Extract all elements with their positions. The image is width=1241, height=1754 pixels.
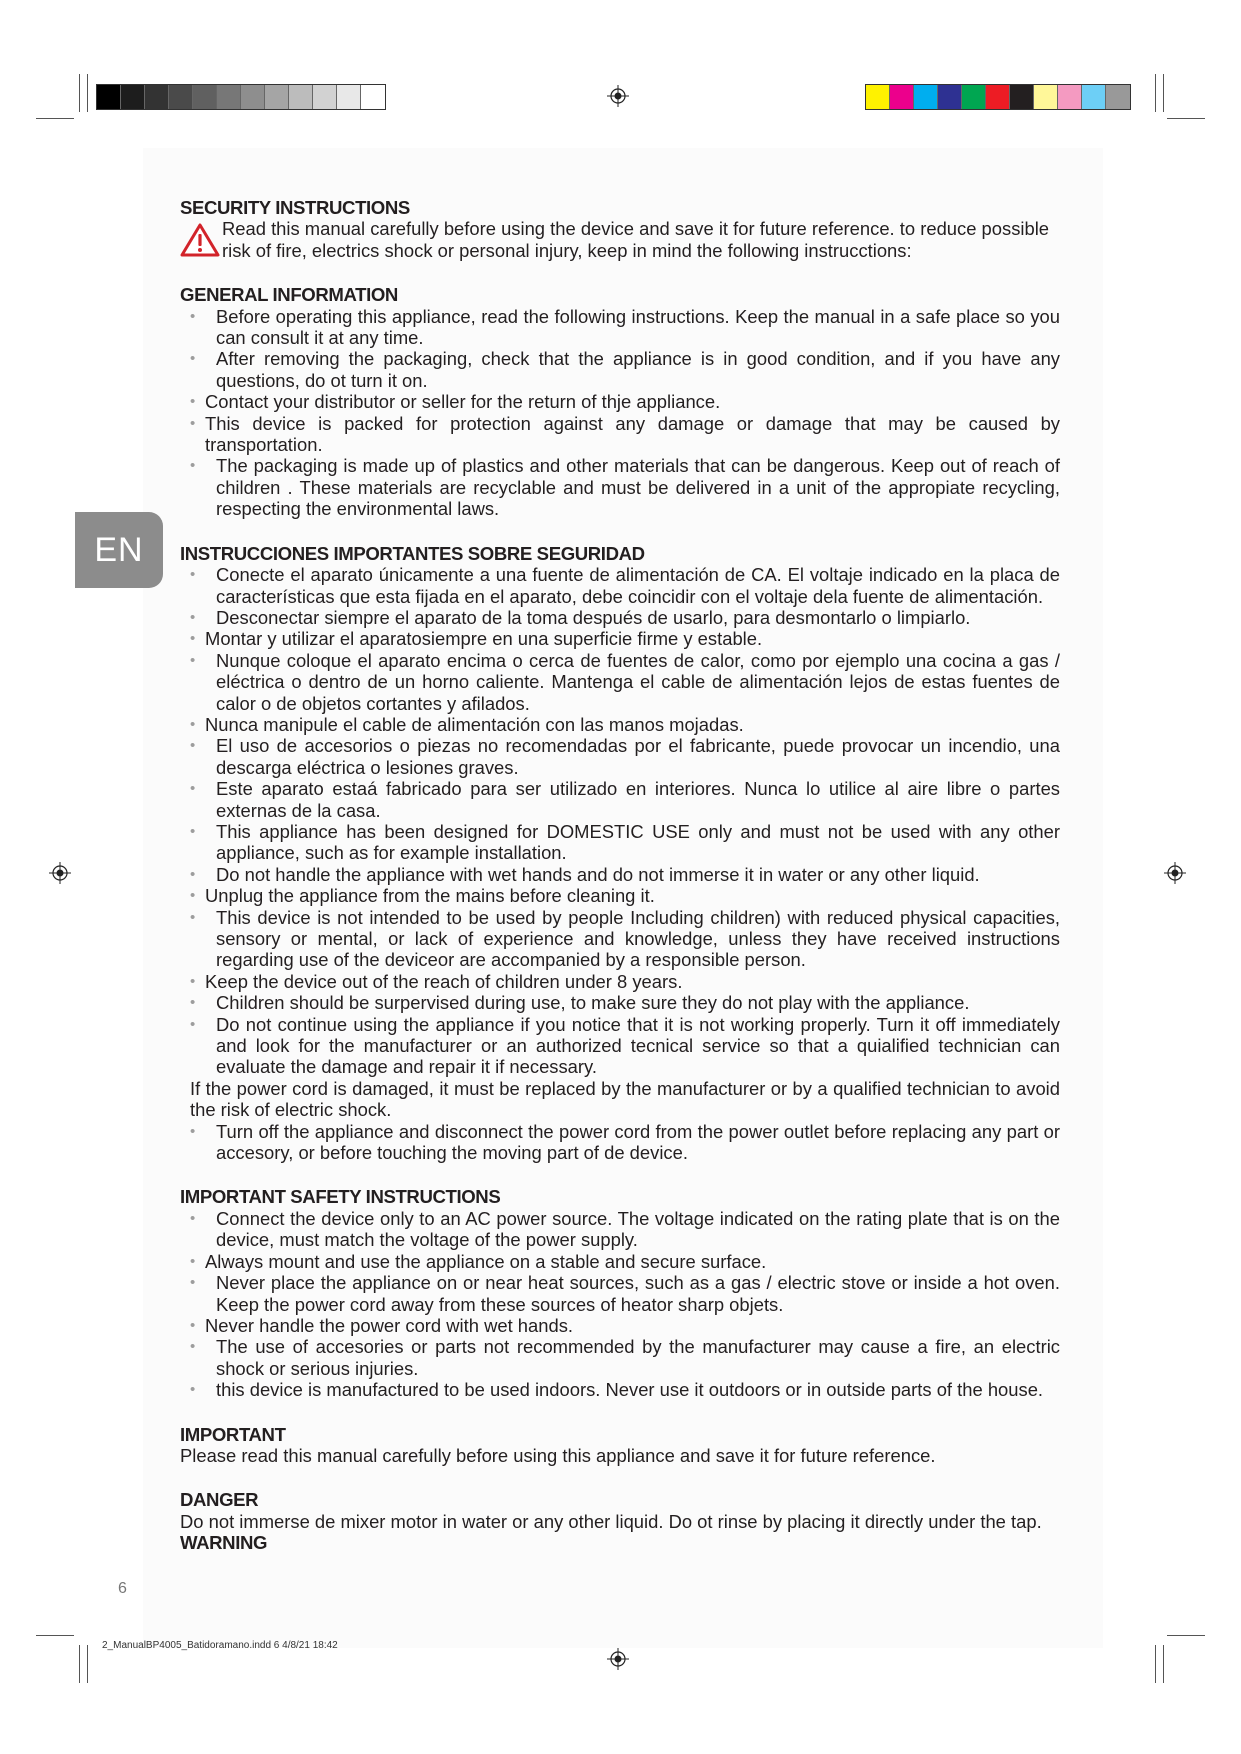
crop-mark (1167, 1635, 1205, 1636)
list-item: • This device is not intended to be used by people Including children) with reduced physical capacities, sensory or mental, or lack of experience and knowledge, unless they have received instructions regarding use of the deviceor are accompanied by a responsible person. (180, 907, 1060, 971)
general-list (180, 306, 1060, 520)
general-section (180, 284, 1060, 519)
color-swatch (193, 85, 217, 109)
important-safety-heading: IMPORTANT SAFETY INSTRUCTIONS (180, 1186, 501, 1208)
danger-section (180, 1489, 1060, 1553)
list-item: If the power cord is damaged, it must be replaced by the manufacturer or by a qualified technician to avoid the risk of electric shock. (190, 1077, 1060, 1121)
list-item: • After removing the packaging, check that the appliance is in good condition, and if you have any questions, do ot turn it on. (180, 348, 1060, 391)
color-swatch (1058, 85, 1082, 109)
security-section (180, 197, 1060, 261)
crop-mark (1167, 118, 1205, 119)
list-item: • Montar y utilizar el aparatosiempre en una superficie firme y estable. (180, 628, 1060, 649)
list-item: • Nunca manipule el cable de alimentación con las manos mojadas. (180, 714, 1060, 735)
color-swatch (1010, 85, 1034, 109)
file-slug: 2_ManualBP4005_Batidoramano.indd 6 4/8/21 18:42 (102, 1640, 338, 1651)
color-swatch (289, 85, 313, 109)
crop-mark (87, 74, 88, 112)
color-swatch (1082, 85, 1106, 109)
security-heading: SECURITY INSTRUCTIONS (180, 197, 410, 218)
danger-heading: DANGER (180, 1489, 259, 1511)
list-item: • Connect the device only to an AC power source. The voltage indicated on the rating plate that is on the device, must match the voltage of the power supply. (180, 1208, 1060, 1251)
crop-mark (1155, 1645, 1156, 1683)
color-swatch (97, 85, 121, 109)
crop-mark (79, 1645, 80, 1683)
security-intro (180, 218, 1060, 261)
list-item: • The use of accesories or parts not recommended by the manufacturer may cause a fire, an electric shock or serious injuries. (180, 1336, 1060, 1379)
crop-mark (79, 74, 80, 112)
color-swatch (938, 85, 962, 109)
color-swatch (361, 85, 385, 109)
list-item: • El uso de accesorios o piezas no recomendadas por el fabricante, puede provocar un incendio, una descarga eléctrica o lesiones graves. (180, 735, 1060, 778)
color-swatch (217, 85, 241, 109)
spanish-heading: INSTRUCCIONES IMPORTANTES SOBRE SEGURIDAD (180, 542, 645, 564)
list-item: • Turn off the appliance and disconnect the power cord from the power outlet before replacing any part or accesory, or before touching the moving part of de device. (180, 1121, 1060, 1164)
color-swatch (1034, 85, 1058, 109)
process-color-bar (865, 84, 1131, 110)
color-swatch (145, 85, 169, 109)
manual-content (180, 197, 1060, 1577)
security-text: Read this manual carefully before using the device and save it for future reference. to reduce possible risk of fire, electrics shock or personal injury, keep in mind the following instrucctions: (222, 218, 1050, 261)
list-item: • Contact your distributor or seller for the return of thje appliance. (180, 391, 1060, 412)
warning-heading: WARNING (180, 1532, 268, 1554)
list-item: • This device is packed for protection against any damage or damage that may be caused by transportation. (180, 413, 1060, 456)
crop-mark (1163, 1645, 1164, 1683)
general-heading: GENERAL INFORMATION (180, 284, 398, 306)
danger-text: Do not immerse de mixer motor in water or any other liquid. Do ot rinse by placing it directly under the tap. (180, 1510, 1042, 1532)
registration-mark-icon (607, 85, 629, 107)
color-swatch (962, 85, 986, 109)
registration-mark-icon (607, 1648, 629, 1670)
list-item: • This appliance has been designed for DOMESTIC USE only and must not be used with any other appliance, such as for example installation. (180, 821, 1060, 864)
list-item: • Nunque coloque el aparato encima o cerca de fuentes de calor, como por ejemplo una cocina a gas / eléctrica o dentro de un horno caliente. Mantenga el cable de alimentación lejos de estas fuentes de calor o de objetos cortantes y afilados. (180, 650, 1060, 714)
list-item: • Do not continue using the appliance if you notice that it is not working properly. Turn it off immediately and look for the manufacturer or an authorized tecnical service so that a quialified technician can evaluate the damage and repair it if necessary. (180, 1014, 1060, 1078)
registration-mark-icon (1164, 862, 1186, 884)
registration-mark-icon (49, 862, 71, 884)
list-item: • Unplug the appliance from the mains before cleaning it. (180, 885, 1060, 906)
list-item: • Always mount and use the appliance on a stable and secure surface. (180, 1251, 1060, 1272)
spanish-list (180, 564, 1060, 1163)
crop-mark (87, 1645, 88, 1683)
list-item: • Children should be surpervised during use, to make sure they do not play with the appliance. (180, 992, 1060, 1013)
color-swatch (265, 85, 289, 109)
list-item: • Before operating this appliance, read the following instructions. Keep the manual in a safe place so you can consult it at any time. (180, 306, 1060, 349)
color-swatch (890, 85, 914, 109)
list-item: • The packaging is made up of plastics and other materials that can be dangerous. Keep out of reach of children . These materials are recyclable and must be delivered in a unit of the appropiate recycling, respecting the environmental laws. (180, 455, 1060, 519)
warning-triangle-icon (180, 223, 220, 257)
list-item: • Desconectar siempre el aparato de la toma después de usarlo, para desmontarlo o limpiarlo. (180, 607, 1060, 628)
color-swatch (121, 85, 145, 109)
crop-mark (1163, 74, 1164, 112)
crop-mark (36, 118, 74, 119)
list-item: • Este aparato estaá fabricado para ser utilizado en interiores. Nunca lo utilice al aire libre o partes externas de la casa. (180, 778, 1060, 821)
list-item: • Never handle the power cord with wet hands. (180, 1315, 1060, 1336)
list-item: • Never place the appliance on or near heat sources, such as a gas / electric stove or inside a hot oven. Keep the power cord away from these sources of heator sharp objets. (180, 1272, 1060, 1315)
important-text: Please read this manual carefully before using this appliance and save it for future reference. (180, 1444, 936, 1466)
crop-mark (1155, 74, 1156, 112)
crop-mark (36, 1635, 74, 1636)
color-swatch (1106, 85, 1130, 109)
color-swatch (866, 85, 890, 109)
page-number: 6 (118, 1580, 127, 1597)
grayscale-color-bar (96, 84, 386, 110)
important-section (180, 1424, 1060, 1467)
important-safety-section (180, 1186, 1060, 1400)
spanish-section (180, 543, 1060, 1164)
color-swatch (241, 85, 265, 109)
color-swatch (337, 85, 361, 109)
list-item: • Do not handle the appliance with wet hands and do not immerse it in water or any other liquid. (180, 864, 1060, 885)
list-item: • Conecte el aparato únicamente a una fuente de alimentación de CA. El voltaje indicado en la placa de características que esta fijada en el aparato, debe coincidir con el voltaje dela fuente de alimentación. (180, 564, 1060, 607)
important-safety-list (180, 1208, 1060, 1401)
language-tab: EN (75, 512, 163, 588)
color-swatch (914, 85, 938, 109)
color-swatch (313, 85, 337, 109)
important-heading: IMPORTANT (180, 1423, 286, 1445)
color-swatch (986, 85, 1010, 109)
list-item: • this device is manufactured to be used indoors. Never use it outdoors or in outside parts of the house. (180, 1379, 1060, 1400)
color-swatch (169, 85, 193, 109)
list-item: • Keep the device out of the reach of children under 8 years. (180, 971, 1060, 992)
